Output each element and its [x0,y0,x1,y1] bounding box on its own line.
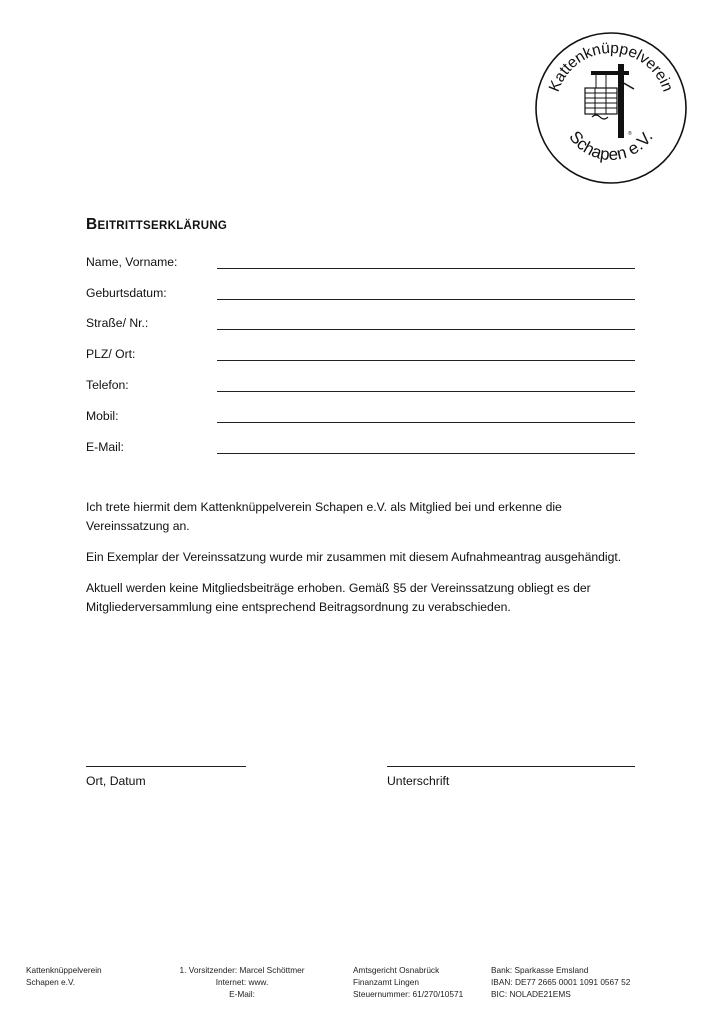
email-field-row [86,439,635,461]
title-first-letter: B [86,216,98,233]
email-label: E-Mail: [86,440,124,454]
phone-label: Telefon: [86,378,129,392]
zip-city-label: PLZ/ Ort: [86,347,136,361]
footer-tax-number: Steuernummer: 61/270/10571 [353,989,464,999]
street-field-row [86,315,635,337]
zip-city-field-row [86,346,635,368]
title-rest: EITRITTSERKLÄRUNG [97,220,228,232]
name-field-row [86,254,635,276]
footer-chairman: 1. Vorsitzender: Marcel Schöttmer [179,965,305,975]
birthdate-label: Geburtsdatum: [86,286,167,300]
mobile-input-line[interactable] [217,422,635,423]
footer-club-town: Schapen e.V. [26,977,76,987]
fees-statement: Aktuell werden keine Mitgliedsbeiträge erhoben. Gemäß §5 der Vereinssatzung obliegt es der Mitgliederversammlung eine entsprechend Beitragsordnung zu verabschieden. [86,581,591,614]
mobile-field-row [86,408,635,430]
footer-club-info [26,964,102,988]
footer-internet: Internet: www. [215,977,269,987]
footer-chair-info [168,964,316,1000]
email-input-line[interactable] [217,453,635,454]
gallows-crate-icon [585,64,634,138]
birthdate-input-line[interactable] [217,299,635,300]
footer-court: Amtsgericht Osnabrück [353,965,440,975]
mobile-label: Mobil: [86,409,119,423]
name-label: Name, Vorname: [86,255,178,269]
membership-statement: Ich trete hiermit dem Kattenknüppelverein Schapen e.V. als Mitglied bei und erkenne die Vereinssatzung an. [86,500,562,533]
logo-bottom-text: Schapen e.V. [565,127,657,165]
place-date-line[interactable] [86,766,246,767]
phone-field-row [86,377,635,399]
club-logo [534,31,688,185]
footer-tax-office: Finanzamt Lingen [353,977,419,987]
phone-input-line[interactable] [217,391,635,392]
street-input-line[interactable] [217,329,635,330]
footer-bank-info [491,964,630,1000]
footer-bank: Bank: Sparkasse Emsland [491,965,589,975]
footer-club-name: Kattenknüppelverein [26,965,102,975]
footer-email: E-Mail: [229,989,255,999]
footer-iban: IBAN: DE77 2665 0001 1091 0567 52 [491,977,631,987]
birthdate-field-row [86,285,635,307]
svg-text:®: ® [628,131,632,137]
place-date-label: Ort, Datum [86,774,146,788]
statute-copy-statement: Ein Exemplar der Vereinssatzung wurde mir zusammen mit diesem Aufnahmeantrag ausgehändigt. [86,550,622,564]
form-title [86,216,227,234]
signature-line[interactable] [387,766,635,767]
street-label: Straße/ Nr.: [86,316,149,330]
footer-court-info [353,964,463,1000]
zip-city-input-line[interactable] [217,360,635,361]
logo-arc-text: Kattenknüppelverein [545,39,677,95]
name-input-line[interactable] [217,268,635,269]
signature-label: Unterschrift [387,774,450,788]
footer-bic: BIC: NOLADE21EMS [491,989,571,999]
